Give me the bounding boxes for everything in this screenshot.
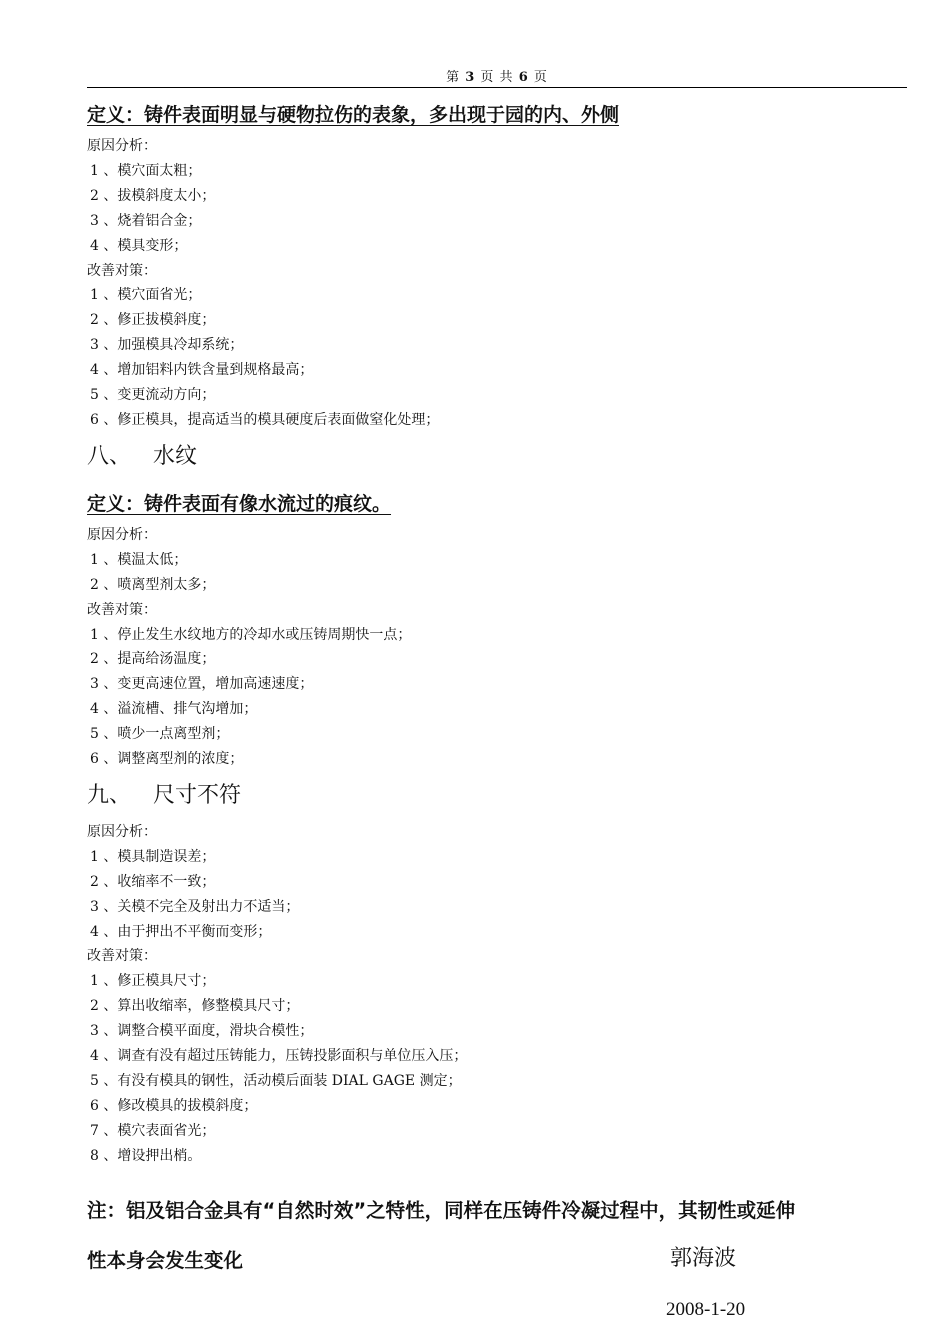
section-9-cause-label: 原因分析： — [87, 823, 157, 840]
page-header — [87, 66, 907, 85]
list-item: 3 、调整合模平面度，滑块合模性； — [90, 1023, 314, 1040]
list-item: 3 、关模不完全及射出力不适当； — [90, 898, 300, 915]
list-item: 4 、由于押出不平衡而变形； — [90, 923, 272, 940]
list-item: 1 、模穴面省光； — [90, 287, 202, 304]
document-body — [87, 96, 907, 1169]
section-7 — [87, 96, 907, 433]
list-item: 3 、变更高速位置，增加高速速度； — [90, 676, 314, 693]
section-9-title: 尺寸不符 — [153, 782, 242, 808]
list-item: 2 、算出收缩率，修整模具尺寸； — [90, 998, 300, 1015]
list-item: 6 、调整离型剂的浓度； — [90, 751, 244, 768]
section-8-fix-label: 改善对策： — [87, 601, 157, 618]
note-line-2: 性本身会发生变化 — [87, 1249, 244, 1272]
section-9-heading — [87, 772, 907, 820]
list-item: 6 、修改模具的拔模斜度； — [90, 1097, 258, 1114]
list-item: 4 、增加铝料内铁含量到规格最高； — [90, 362, 314, 379]
list-item: 2 、修正拔模斜度； — [90, 312, 216, 329]
section-8-definition: 定义：铸件表面有像水流过的痕纹。 — [87, 492, 392, 515]
list-item: 5 、有没有模具的钢性，活动模后面装 DIAL GAGE 测定； — [90, 1073, 462, 1089]
list-item: 1 、停止发生水纹地方的冷却水或压铸周期快一点； — [90, 626, 412, 643]
list-item: 1 、模穴面太粗； — [90, 162, 202, 179]
list-item: 6 、修正模具，提高适当的模具硬度后表面做窒化处理； — [90, 411, 440, 428]
list-item: 5 、喷少一点离型剂； — [90, 726, 230, 743]
total-pages-number: 6 — [518, 70, 529, 85]
header-suffix: 页 — [528, 70, 548, 85]
author-name: 郭海波 — [670, 1246, 737, 1271]
list-item: 2 、提高给汤温度； — [90, 651, 216, 668]
list-item: 4 、调查有没有超过压铸能力，压铸投影面积与单位压入压； — [90, 1048, 468, 1065]
header-rule — [87, 87, 907, 88]
note-line-1: 注：铝及铝合金具有“自然时效”之特性，同样在压铸件冷凝过程中，其韧性或延伸 — [87, 1199, 796, 1222]
list-item: 4 、溢流槽、排气沟增加； — [90, 701, 258, 718]
list-item: 2 、收缩率不一致； — [90, 873, 216, 890]
list-item: 3 、烧着铝合金； — [90, 212, 202, 229]
section-8 — [87, 433, 907, 772]
list-item: 5 、变更流动方向； — [90, 387, 216, 404]
section-7-cause-label: 原因分析： — [87, 138, 157, 154]
section-7-definition: 定义：铸件表面明显与硬物拉伤的表象，多出现于园的内、外侧 — [87, 104, 620, 126]
list-item: 2 、喷离型剂太多； — [90, 576, 216, 593]
list-item: 2 、拔模斜度太小； — [90, 187, 216, 204]
section-8-title: 水纹 — [153, 443, 198, 469]
list-item: 3 、加强模具冷却系统； — [90, 337, 244, 354]
list-item: 4 、模具变形； — [90, 237, 188, 254]
section-8-cause-label: 原因分析： — [87, 526, 157, 543]
list-item: 8 、增设押出梢。 — [90, 1147, 202, 1164]
list-item: 1 、模具制造误差； — [90, 848, 216, 865]
section-7-fix-label: 改善对策： — [87, 262, 157, 279]
section-8-heading — [87, 433, 907, 481]
header-prefix: 第 — [446, 70, 466, 85]
list-item: 7 、模穴表面省光； — [90, 1122, 216, 1139]
section-9 — [87, 772, 907, 1169]
document-date: 2008-1-20 — [666, 1299, 746, 1320]
header-mid: 页 共 — [475, 70, 519, 85]
list-item: 1 、修正模具尺寸； — [90, 973, 216, 990]
section-9-number: 九、 — [87, 782, 132, 808]
section-8-number: 八、 — [87, 443, 132, 469]
list-item: 1 、模温太低； — [90, 551, 188, 568]
current-page-number: 3 — [465, 70, 476, 85]
section-9-fix-label: 改善对策： — [87, 948, 157, 965]
